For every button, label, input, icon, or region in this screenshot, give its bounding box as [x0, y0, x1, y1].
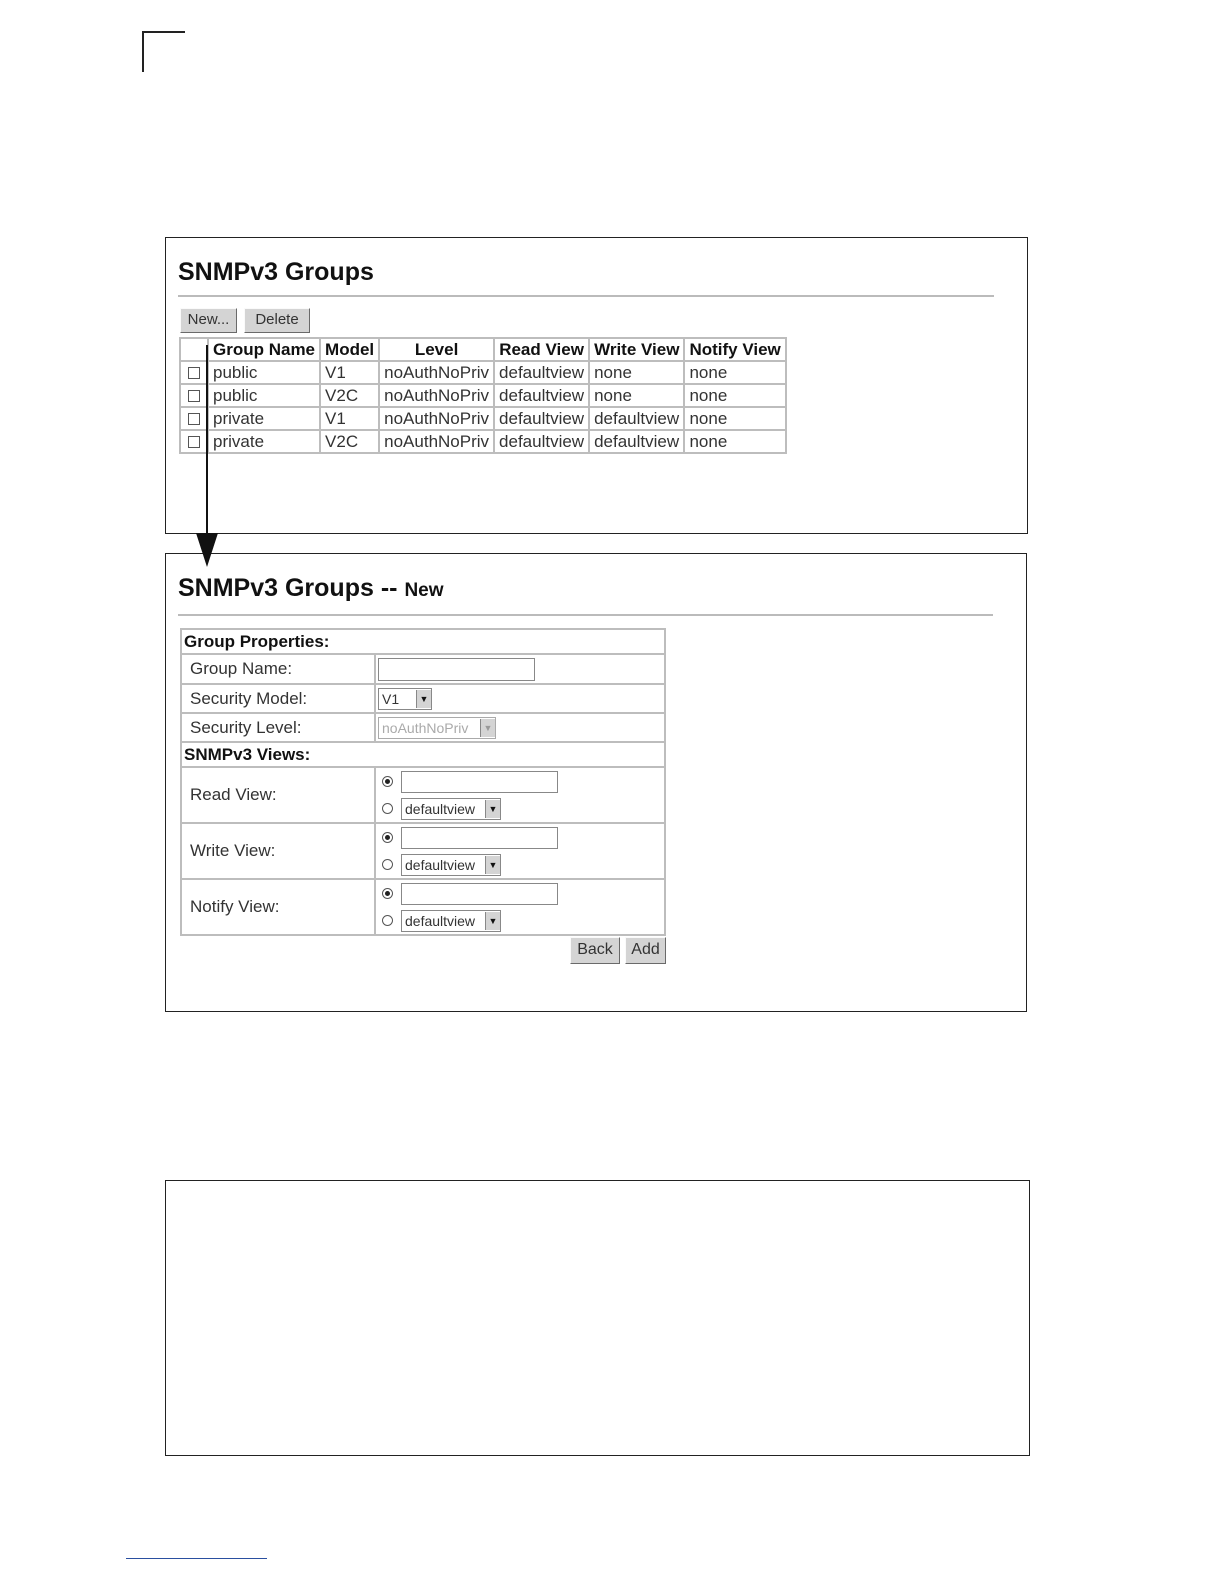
security-model-label: Security Model: [181, 684, 375, 713]
level-header: Level [379, 338, 494, 361]
write-view-select-radio[interactable] [382, 859, 393, 870]
notify-view-select[interactable] [401, 910, 501, 932]
snmpv3-views-heading: SNMPv3 Views: [181, 742, 665, 767]
read-view-label: Read View: [181, 767, 375, 823]
read-view-cell: defaultview [494, 361, 589, 384]
table-row [180, 407, 786, 430]
security-level-label: Security Level: [181, 713, 375, 742]
read-view-select-value: defaultview [405, 800, 476, 817]
notify-view-cell: none [684, 407, 785, 430]
add-button[interactable]: Add [625, 937, 666, 964]
model-cell: V2C [320, 384, 379, 407]
group-name-cell: private [208, 430, 320, 453]
read-view-text-radio[interactable] [382, 776, 393, 787]
level-cell: noAuthNoPriv [379, 384, 494, 407]
level-cell: noAuthNoPriv [379, 407, 494, 430]
model-header: Model [320, 338, 379, 361]
read-view-select-radio[interactable] [382, 803, 393, 814]
back-button[interactable]: Back [570, 937, 620, 964]
snmpv3-groups-panel [165, 237, 1028, 534]
row-checkbox[interactable] [188, 390, 200, 402]
security-level-value: noAuthNoPriv [382, 719, 469, 736]
groups-table [179, 337, 787, 454]
model-cell: V1 [320, 407, 379, 430]
group-form-table [180, 628, 666, 936]
page-title: SNMPv3 Groups [178, 258, 374, 286]
footer-underline [126, 1558, 267, 1559]
read-view-cell: defaultview [494, 407, 589, 430]
model-cell: V1 [320, 361, 379, 384]
notify-view-header: Notify View [684, 338, 785, 361]
notify-view-cell: none [684, 430, 785, 453]
dropdown-arrow-icon[interactable]: ▼ [485, 800, 500, 818]
delete-button[interactable]: Delete [244, 308, 310, 333]
group-name-cell: public [208, 361, 320, 384]
select-column-header [180, 338, 208, 361]
table-row [180, 361, 786, 384]
crop-mark-vertical [142, 31, 144, 72]
flow-arrow-icon [196, 533, 218, 567]
write-view-label: Write View: [181, 823, 375, 879]
write-view-cell: none [589, 361, 684, 384]
table-header-row [180, 338, 786, 361]
page-title-main: SNMPv3 Groups -- [178, 574, 398, 602]
group-name-cell: private [208, 407, 320, 430]
row-checkbox[interactable] [188, 367, 200, 379]
write-view-input[interactable] [401, 827, 558, 849]
crop-mark-horizontal [142, 31, 185, 33]
group-name-label: Group Name: [181, 654, 375, 684]
group-name-header: Group Name [208, 338, 320, 361]
new-button[interactable]: New... [180, 308, 237, 333]
flow-arrow-line [206, 345, 208, 535]
read-view-select[interactable] [401, 798, 501, 820]
security-model-select[interactable] [378, 688, 432, 710]
write-view-select-value: defaultview [405, 856, 476, 873]
notify-view-cell: none [684, 361, 785, 384]
notify-view-label: Notify View: [181, 879, 375, 935]
title-divider [178, 614, 993, 616]
model-cell: V2C [320, 430, 379, 453]
level-cell: noAuthNoPriv [379, 361, 494, 384]
dropdown-arrow-icon[interactable]: ▼ [485, 856, 500, 874]
page-title-suffix: New [404, 580, 444, 601]
snmpv3-groups-new-panel [165, 553, 1027, 1012]
title-divider [178, 295, 994, 297]
notify-view-select-radio[interactable] [382, 915, 393, 926]
group-name-cell: public [208, 384, 320, 407]
notify-view-text-radio[interactable] [382, 888, 393, 899]
security-model-value: V1 [382, 690, 400, 707]
write-view-cell: defaultview [589, 430, 684, 453]
row-checkbox[interactable] [188, 436, 200, 448]
read-view-input[interactable] [401, 771, 558, 793]
group-properties-heading: Group Properties: [181, 629, 665, 654]
table-row [180, 384, 786, 407]
page-title [178, 574, 444, 603]
read-view-cell: defaultview [494, 430, 589, 453]
table-row [180, 430, 786, 453]
read-view-cell: defaultview [494, 384, 589, 407]
empty-text-box [165, 1180, 1030, 1456]
write-view-cell: none [589, 384, 684, 407]
dropdown-arrow-icon[interactable]: ▼ [416, 690, 431, 708]
level-cell: noAuthNoPriv [379, 430, 494, 453]
write-view-cell: defaultview [589, 407, 684, 430]
write-view-text-radio[interactable] [382, 832, 393, 843]
security-level-select[interactable] [378, 717, 496, 739]
group-name-input[interactable] [378, 658, 535, 681]
write-view-header: Write View [589, 338, 684, 361]
notify-view-cell: none [684, 384, 785, 407]
dropdown-arrow-icon[interactable]: ▼ [485, 912, 500, 930]
read-view-header: Read View [494, 338, 589, 361]
write-view-select[interactable] [401, 854, 501, 876]
row-checkbox[interactable] [188, 413, 200, 425]
dropdown-arrow-icon[interactable]: ▼ [480, 719, 495, 737]
notify-view-input[interactable] [401, 883, 558, 905]
notify-view-select-value: defaultview [405, 912, 476, 929]
